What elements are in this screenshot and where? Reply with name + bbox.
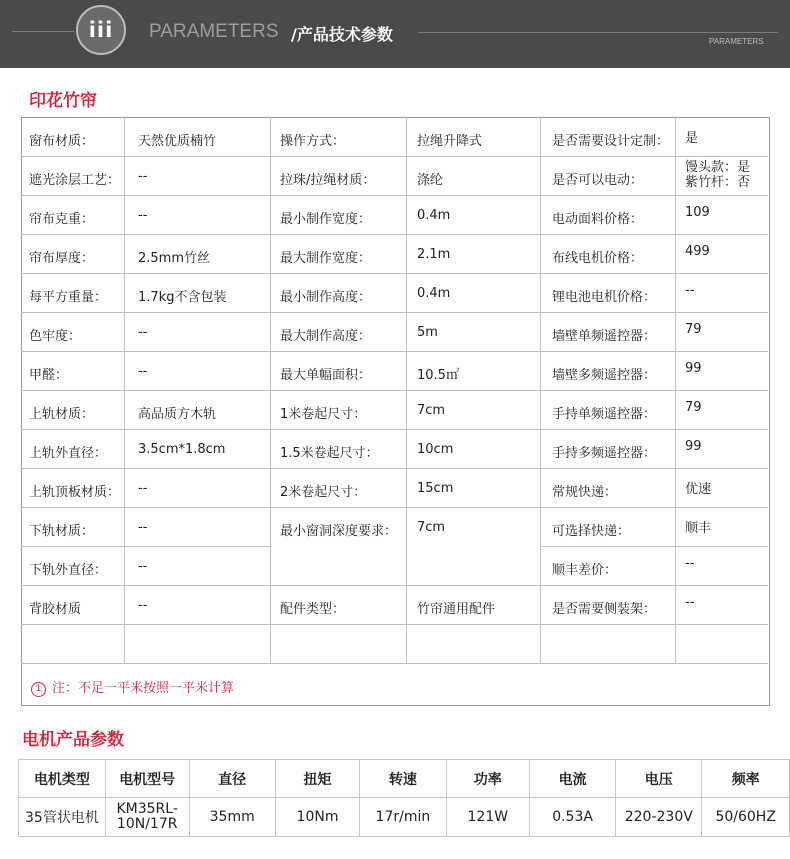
motor-table-header — [19, 760, 790, 798]
param-value: -- — [138, 559, 148, 574]
param-value: 79 — [685, 322, 702, 337]
param-label: 甲醛： — [29, 368, 69, 383]
row-divider — [21, 507, 768, 508]
motor-header-cell: 频率 — [702, 760, 790, 798]
motor-header-cell: 电压 — [616, 760, 702, 798]
row-divider — [540, 546, 768, 547]
param-value: 79 — [685, 400, 702, 415]
row-divider — [21, 351, 768, 352]
param-value: 7cm — [417, 403, 446, 418]
row-divider — [21, 273, 768, 274]
param-label: 帘布厚度： — [29, 251, 95, 266]
param-value: 499 — [685, 244, 710, 259]
param-label: 最小窗洞深度要求： — [280, 524, 398, 539]
param-value: 10cm — [417, 442, 454, 457]
param-label: 下轨材质： — [29, 524, 95, 539]
row-divider — [21, 390, 768, 391]
param-label: 手持单频遥控器： — [552, 407, 657, 422]
param-value: 天然优质楠竹 — [138, 134, 217, 149]
row-divider — [21, 312, 768, 313]
param-value: 1.7kg不含包装 — [138, 290, 227, 305]
param-value: 99 — [685, 439, 702, 454]
param-value: -- — [138, 520, 148, 535]
param-value: 竹帘通用配件 — [417, 602, 496, 617]
header-divider-right — [418, 32, 778, 33]
param-value: 0.4m — [417, 208, 451, 223]
param-value: 拉绳升降式 — [417, 134, 483, 149]
motor-value-cell: 35管状电机 — [19, 798, 106, 837]
param-label: 最大单幅面积： — [280, 368, 372, 383]
param-label: 背胶材质 — [29, 602, 82, 617]
row-divider — [21, 429, 768, 430]
param-label: 操作方式： — [280, 134, 346, 149]
param-value: 0.4m — [417, 286, 451, 301]
motor-value-cell: 17r/min — [360, 798, 446, 837]
row-divider — [21, 624, 768, 625]
param-value: -- — [138, 481, 148, 496]
param-value: 109 — [685, 205, 710, 220]
param-label: 锂电池电机价格： — [552, 290, 657, 305]
param-label: 色牢度： — [29, 329, 82, 344]
param-value: -- — [685, 283, 695, 298]
param-value: 3.5cm*1.8cm — [138, 442, 226, 457]
param-label: 帘布克重： — [29, 212, 95, 227]
param-label: 下轨外直径： — [29, 563, 108, 578]
param-label: 1.5米卷起尺寸： — [280, 446, 379, 461]
motor-value-cell: 0.53A — [529, 798, 615, 837]
parameters-table — [21, 117, 770, 706]
motor-value-cell: 35mm — [189, 798, 275, 837]
param-value: 5m — [417, 325, 438, 340]
motor-header-cell: 电机型号 — [105, 760, 189, 798]
param-label: 常规快递： — [552, 485, 618, 500]
param-label: 手持多频遥控器： — [552, 446, 657, 461]
param-label: 拉珠/拉绳材质： — [280, 173, 376, 188]
param-value: -- — [138, 325, 148, 340]
param-label: 最小制作高度： — [280, 290, 372, 305]
param-label: 上轨顶板材质： — [29, 485, 121, 500]
param-value: 99 — [685, 361, 702, 376]
header-divider-left — [12, 31, 74, 32]
param-label: 是否可以电动： — [552, 173, 644, 188]
motor-table-row — [19, 798, 790, 837]
motor-value-cell: KM35RL- 10N/17R — [105, 798, 189, 837]
motor-value-cell: 50/60HZ — [702, 798, 790, 837]
param-label: 上轨材质： — [29, 407, 95, 422]
row-divider — [21, 156, 768, 157]
param-value: 2.1m — [417, 247, 451, 262]
param-value: 优速 — [685, 482, 712, 497]
circled-number-icon: 1 — [31, 682, 46, 697]
section-title-bamboo-blind: 印花竹帘 — [29, 91, 97, 111]
param-label: 最大制作高度： — [280, 329, 372, 344]
section-title-motor: 电机产品参数 — [22, 730, 124, 750]
motor-header-cell: 扭矩 — [275, 760, 359, 798]
param-value: 顺丰 — [685, 521, 712, 536]
motor-value-cell: 121W — [446, 798, 529, 837]
param-value: -- — [138, 169, 148, 184]
param-label: 电动面料价格： — [552, 212, 644, 227]
param-value: -- — [138, 208, 148, 223]
param-value: 涤纶 — [417, 173, 444, 188]
row-divider — [21, 195, 768, 196]
param-label: 布线电机价格： — [552, 251, 644, 266]
motor-value-cell: 220-230V — [616, 798, 702, 837]
row-divider — [21, 234, 768, 235]
param-value: 2.5mm竹丝 — [138, 251, 211, 266]
param-label: 遮光涂层工艺： — [29, 173, 121, 188]
param-label: 窗布材质： — [29, 134, 95, 149]
param-value: -- — [138, 364, 148, 379]
param-label: 是否需要设计定制： — [552, 134, 670, 149]
motor-header-cell: 电机类型 — [19, 760, 106, 798]
table-border — [21, 117, 770, 706]
param-value: -- — [685, 595, 695, 610]
header-title-en: PARAMETERS — [149, 21, 279, 42]
param-value: 高品质方木轨 — [138, 407, 217, 422]
param-label: 最小制作宽度： — [280, 212, 372, 227]
header-caption: PARAMETERS — [709, 37, 764, 46]
param-label: 每平方重量： — [29, 290, 108, 305]
param-label: 最大制作宽度： — [280, 251, 372, 266]
motor-header-cell: 转速 — [360, 760, 446, 798]
param-value: 是 — [685, 131, 699, 146]
row-divider — [21, 468, 768, 469]
motor-header-cell: 直径 — [189, 760, 275, 798]
param-label: 2米卷起尺寸： — [280, 485, 367, 500]
param-label: 上轨外直径： — [29, 446, 108, 461]
header-title-cn: /产品技术参数 — [291, 25, 393, 44]
row-divider — [21, 663, 768, 664]
header-banner — [0, 0, 790, 68]
param-value: 7cm — [417, 520, 446, 535]
param-label: 是否需要侧装架： — [552, 602, 657, 617]
footnote-text: 注：不足一平米按照一平米计算 — [52, 681, 235, 696]
motor-table — [18, 759, 790, 837]
param-value: 10.5㎡ — [417, 368, 459, 383]
param-value: -- — [138, 598, 148, 613]
param-label: 可选择快递： — [552, 524, 631, 539]
param-label: 墙壁多频遥控器： — [552, 368, 657, 383]
row-divider — [21, 546, 270, 547]
footnote — [31, 677, 234, 697]
icon-label: iii — [88, 18, 114, 42]
motor-value-cell: 10Nm — [275, 798, 359, 837]
param-value: -- — [685, 556, 695, 571]
param-label: 顺丰差价： — [552, 563, 618, 578]
param-value: 15cm — [417, 481, 454, 496]
param-value: 馒头款：是 紫竹杆：否 — [685, 160, 751, 190]
roman-numeral-icon — [76, 5, 126, 55]
row-divider — [21, 585, 768, 586]
param-label: 1米卷起尺寸： — [280, 407, 367, 422]
param-label: 配件类型： — [280, 602, 346, 617]
param-label: 墙壁单频遥控器： — [552, 329, 657, 344]
motor-header-cell: 功率 — [446, 760, 529, 798]
motor-header-cell: 电流 — [529, 760, 615, 798]
